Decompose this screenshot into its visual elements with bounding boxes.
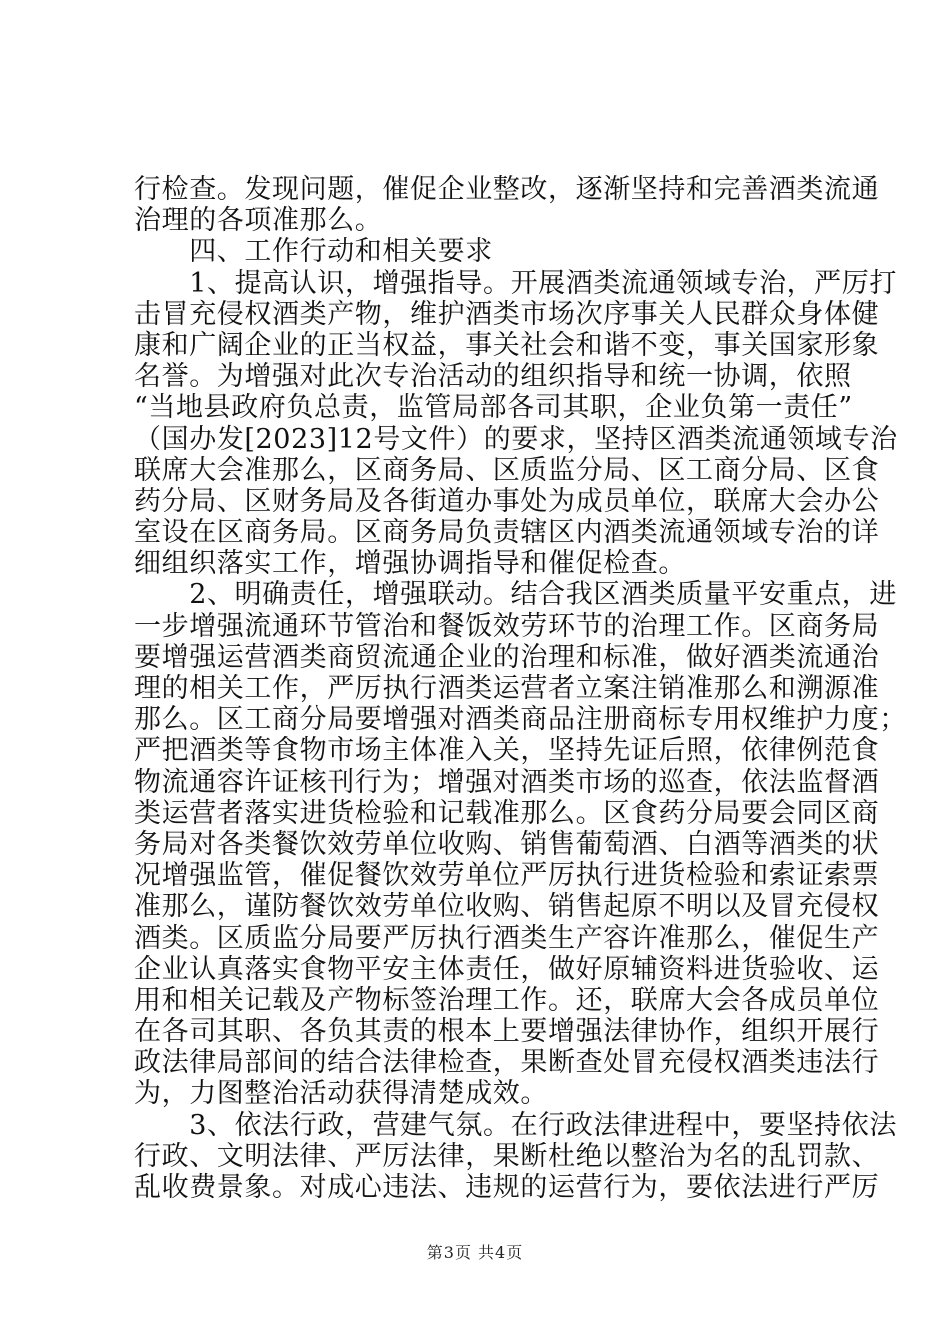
- text-line: 在各司其职、各负其责的根本上要增强法律协作，组织开展行: [134, 1016, 880, 1048]
- text-line: 务局对各类餐饮效劳单位收购、销售葡萄酒、白酒等酒类的状: [134, 828, 880, 860]
- text-line: 行政、文明法律、严厉法律，果断杜绝以整治为名的乱罚款、: [134, 1140, 880, 1172]
- text-line: 用和相关记载及产物标签治理工作。还，联席大会各成员单位: [134, 984, 880, 1016]
- text-line: 室设在区商务局。区商务局负责辖区内酒类流通领域专治的详: [134, 517, 880, 549]
- text-line: 3、依法行政，营建气氛。在行政法律进程中，要坚持依法: [134, 1109, 897, 1141]
- text-line: 名誉。为增强对此次专治活动的组织指导和统一协调，依照: [134, 361, 852, 393]
- text-line: 企业认真落实食物平安主体责任，做好原辅资料进货验收、运: [134, 953, 880, 985]
- text-line: 乱收费景象。对成心违法、违规的运营行为，要依法进行严厉: [134, 1172, 880, 1203]
- page-footer: 第3页 共4页: [426, 1243, 524, 1262]
- text-line: （国办发[2023]12号文件）的要求，坚持区酒类流通领域专治: [134, 423, 898, 455]
- text-line: 要增强运营酒类商贸流通企业的治理和标准，做好酒类流通治: [134, 641, 880, 673]
- text-line: 况增强监管，催促餐饮效劳单位严厉执行进货检验和索证索票: [134, 860, 880, 892]
- text-line: 细组织落实工作，增强协调指导和催促检查。: [134, 548, 686, 580]
- text-line: 联席大会准那么，区商务局、区质监分局、区工商分局、区食: [134, 454, 880, 486]
- text-line: “当地县政府负总责，监管局部各司其职，企业负第一责任”: [134, 392, 853, 424]
- text-line: 准那么，谨防餐饮效劳单位收购、销售起原不明以及冒充侵权: [134, 891, 880, 923]
- text-line: 2、明确责任，增强联动。结合我区酒类质量平安重点，进: [134, 579, 897, 611]
- document-body: [134, 174, 907, 1203]
- text-line: 理的相关工作，严厉执行酒类运营者立案注销准那么和溯源准: [134, 673, 880, 704]
- text-line: 一步增强流通环节管治和餐饭效劳环节的治理工作。区商务局: [134, 610, 880, 642]
- text-line: 击冒充侵权酒类产物，维护酒类市场次序事关人民群众身体健: [134, 298, 880, 330]
- text-line: 药分局、区财务局及各街道办事处为成员单位，联席大会办公: [134, 485, 880, 517]
- text-line: 行检查。发现问题，催促企业整改，逐渐坚持和完善酒类流通: [134, 174, 880, 205]
- text-line: 物流通容许证核刊行为；增强对酒类市场的巡查，依法监督酒: [134, 766, 880, 798]
- text-line: 四、工作行动和相关要求: [134, 236, 493, 268]
- text-line: 酒类。区质监分局要严厉执行酒类生产容许准那么，催促生产: [134, 922, 880, 954]
- text-line: 治理的各项准那么。: [134, 205, 383, 237]
- text-line: 为，力图整治活动获得清楚成效。: [134, 1078, 548, 1110]
- text-line: 类运营者落实进货检验和记载准那么。区食药分局要会同区商: [134, 797, 880, 829]
- text-line: 政法律局部间的结合法律检查，果断查处冒充侵权酒类违法行: [134, 1047, 880, 1079]
- text-line: 严把酒类等食物市场主体准入关，坚持先证后照，依律例范食: [134, 735, 880, 767]
- text-line: 康和广阔企业的正当权益，事关社会和谐不变，事关国家形象: [134, 329, 880, 361]
- text-line: 那么。区工商分局要增强对酒类商品注册商标专用权维护力度；: [134, 704, 907, 736]
- text-line: 1、提高认识，增强指导。开展酒类流通领域专治，严厉打: [134, 267, 897, 299]
